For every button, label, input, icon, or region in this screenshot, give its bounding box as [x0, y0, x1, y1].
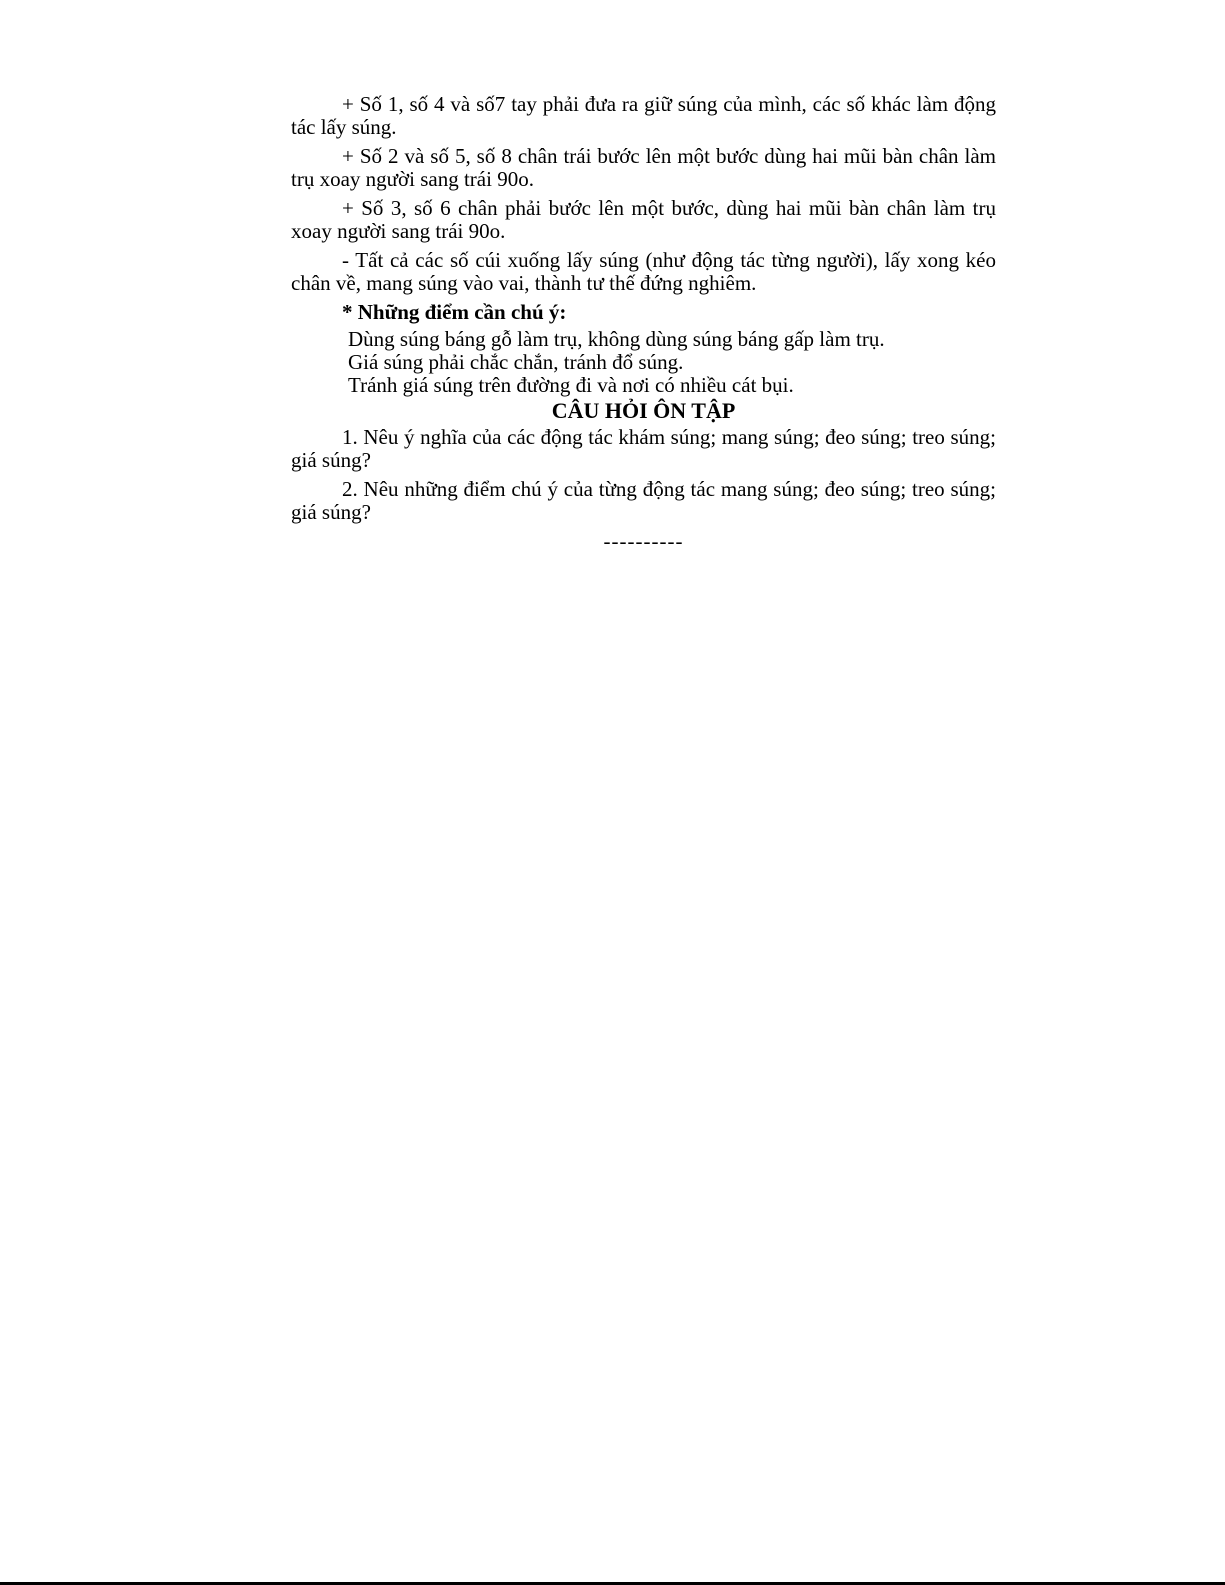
document-body — [291, 93, 996, 553]
end-separator: ---------- — [603, 529, 684, 553]
notes-section — [291, 301, 996, 397]
review-question-1: 1. Nêu ý nghĩa của các động tác khám súng; mang súng; đeo súng; treo súng; giá súng? — [291, 425, 996, 472]
review-title: CÂU HỎI ÔN TẬP — [551, 398, 736, 423]
paragraph-3: + Số 3, số 6 chân phải bước lên một bước, dùng hai mũi bàn chân làm trụ xoay người sang trái 90o. — [291, 196, 996, 243]
review-question-2: 2. Nêu những điểm chú ý của từng động tác mang súng; đeo súng; treo súng; giá súng? — [291, 477, 996, 524]
note-item-2: Giá súng phải chắc chắn, tránh đổ súng. — [348, 350, 684, 374]
review-section — [291, 399, 996, 524]
paragraph-4: - Tất cả các số cúi xuống lấy súng (như động tác từng người), lấy xong kéo chân về, mang súng vào vai, thành tư thế đứng nghiêm. — [291, 248, 996, 295]
paragraph-1: + Số 1, số 4 và số7 tay phải đưa ra giữ súng của mình, các số khác làm động tác lấy súng. — [291, 92, 996, 139]
notes-heading: * Những điểm cần chú ý: — [342, 300, 567, 324]
note-item-1: Dùng súng báng gỗ làm trụ, không dùng súng báng gấp làm trụ. — [348, 327, 885, 351]
note-item-3: Tránh giá súng trên đường đi và nơi có nhiều cát bụi. — [348, 373, 794, 397]
paragraph-2: + Số 2 và số 5, số 8 chân trái bước lên một bước dùng hai mũi bàn chân làm trụ xoay người sang trái 90o. — [291, 144, 996, 191]
